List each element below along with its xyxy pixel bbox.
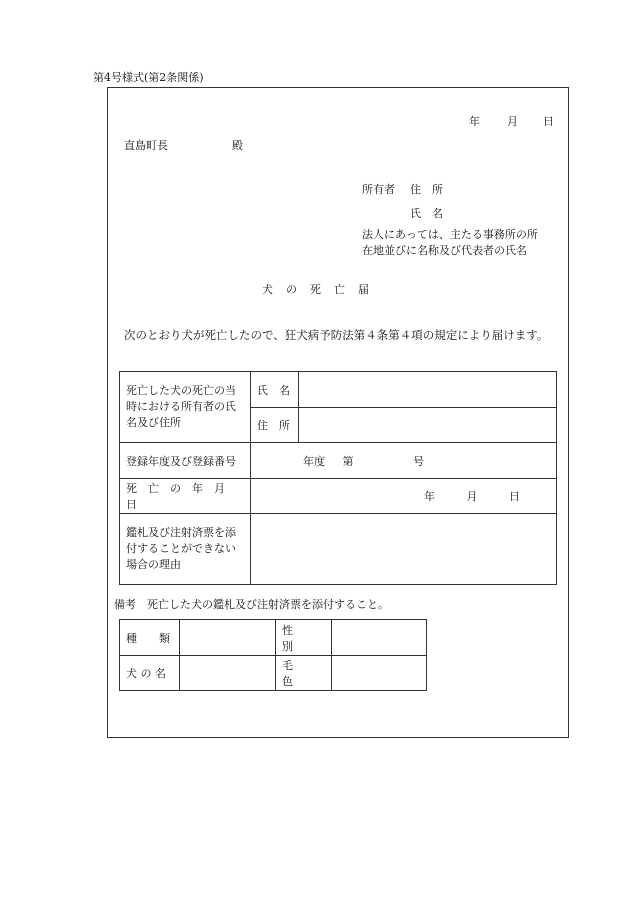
reason-label: 鑑札及び注射済票を添付することができない場合の理由 bbox=[120, 514, 251, 585]
date-year: 年 bbox=[469, 115, 480, 128]
date-day: 日 bbox=[543, 115, 554, 128]
statement: 次のとおり犬が死亡したので、狂犬病予防法第４条第４項の規定により届けます。 bbox=[124, 328, 549, 342]
death-month: 月 bbox=[466, 490, 478, 503]
registration-suffix: 号 bbox=[413, 454, 424, 468]
owner-address-label: 住 所 bbox=[410, 183, 443, 196]
registration-label: 登録年度及び登録番号 bbox=[120, 443, 251, 479]
recipient-name: 直島町長 bbox=[124, 139, 168, 152]
reason-field[interactable] bbox=[251, 514, 557, 585]
dog-info-table bbox=[119, 619, 427, 691]
owner-address-label: 住 所 bbox=[251, 408, 299, 443]
owner-name-label: 氏 名 bbox=[410, 207, 443, 220]
form-number: 第4号様式(第2条関係) bbox=[93, 71, 204, 84]
owner-name-field[interactable] bbox=[299, 372, 557, 408]
corporate-note-1: 法人にあっては、主たる事務所の所 bbox=[362, 228, 538, 241]
owner-row-label: 死亡した犬の死亡の当時における所有者の氏名及び住所 bbox=[120, 372, 251, 443]
registration-field[interactable] bbox=[251, 443, 557, 479]
sex-field[interactable] bbox=[332, 620, 427, 656]
breed-field[interactable] bbox=[180, 620, 276, 656]
death-day: 日 bbox=[509, 490, 520, 503]
owner-name-label: 氏 名 bbox=[251, 372, 299, 408]
corporate-note-2: 在地並びに名称及び代表者の氏名 bbox=[362, 244, 527, 257]
dog-name-label: 犬 の 名 bbox=[120, 656, 180, 691]
death-date-label: 死 亡 の 年 月 日 bbox=[120, 479, 251, 514]
recipient-honorific: 殿 bbox=[232, 139, 243, 152]
registration-no: 第 bbox=[342, 454, 354, 468]
dog-name-field[interactable] bbox=[180, 656, 276, 691]
death-report-table bbox=[119, 371, 557, 585]
color-label: 毛 色 bbox=[276, 656, 332, 691]
owner-address-field[interactable] bbox=[299, 408, 557, 443]
sex-label: 性 別 bbox=[276, 620, 332, 656]
remarks-text: 備考 死亡した犬の鑑札及び注射済票を添付すること。 bbox=[114, 598, 389, 611]
color-field[interactable] bbox=[332, 656, 427, 691]
registration-year: 年度 bbox=[303, 454, 325, 468]
death-date-field[interactable] bbox=[251, 479, 557, 514]
owner-label: 所有者 bbox=[362, 183, 395, 196]
form-title: 犬 の 死 亡 届 bbox=[262, 283, 370, 296]
death-year: 年 bbox=[424, 490, 435, 503]
date-month: 月 bbox=[507, 115, 518, 128]
breed-label: 種 類 bbox=[120, 620, 180, 656]
